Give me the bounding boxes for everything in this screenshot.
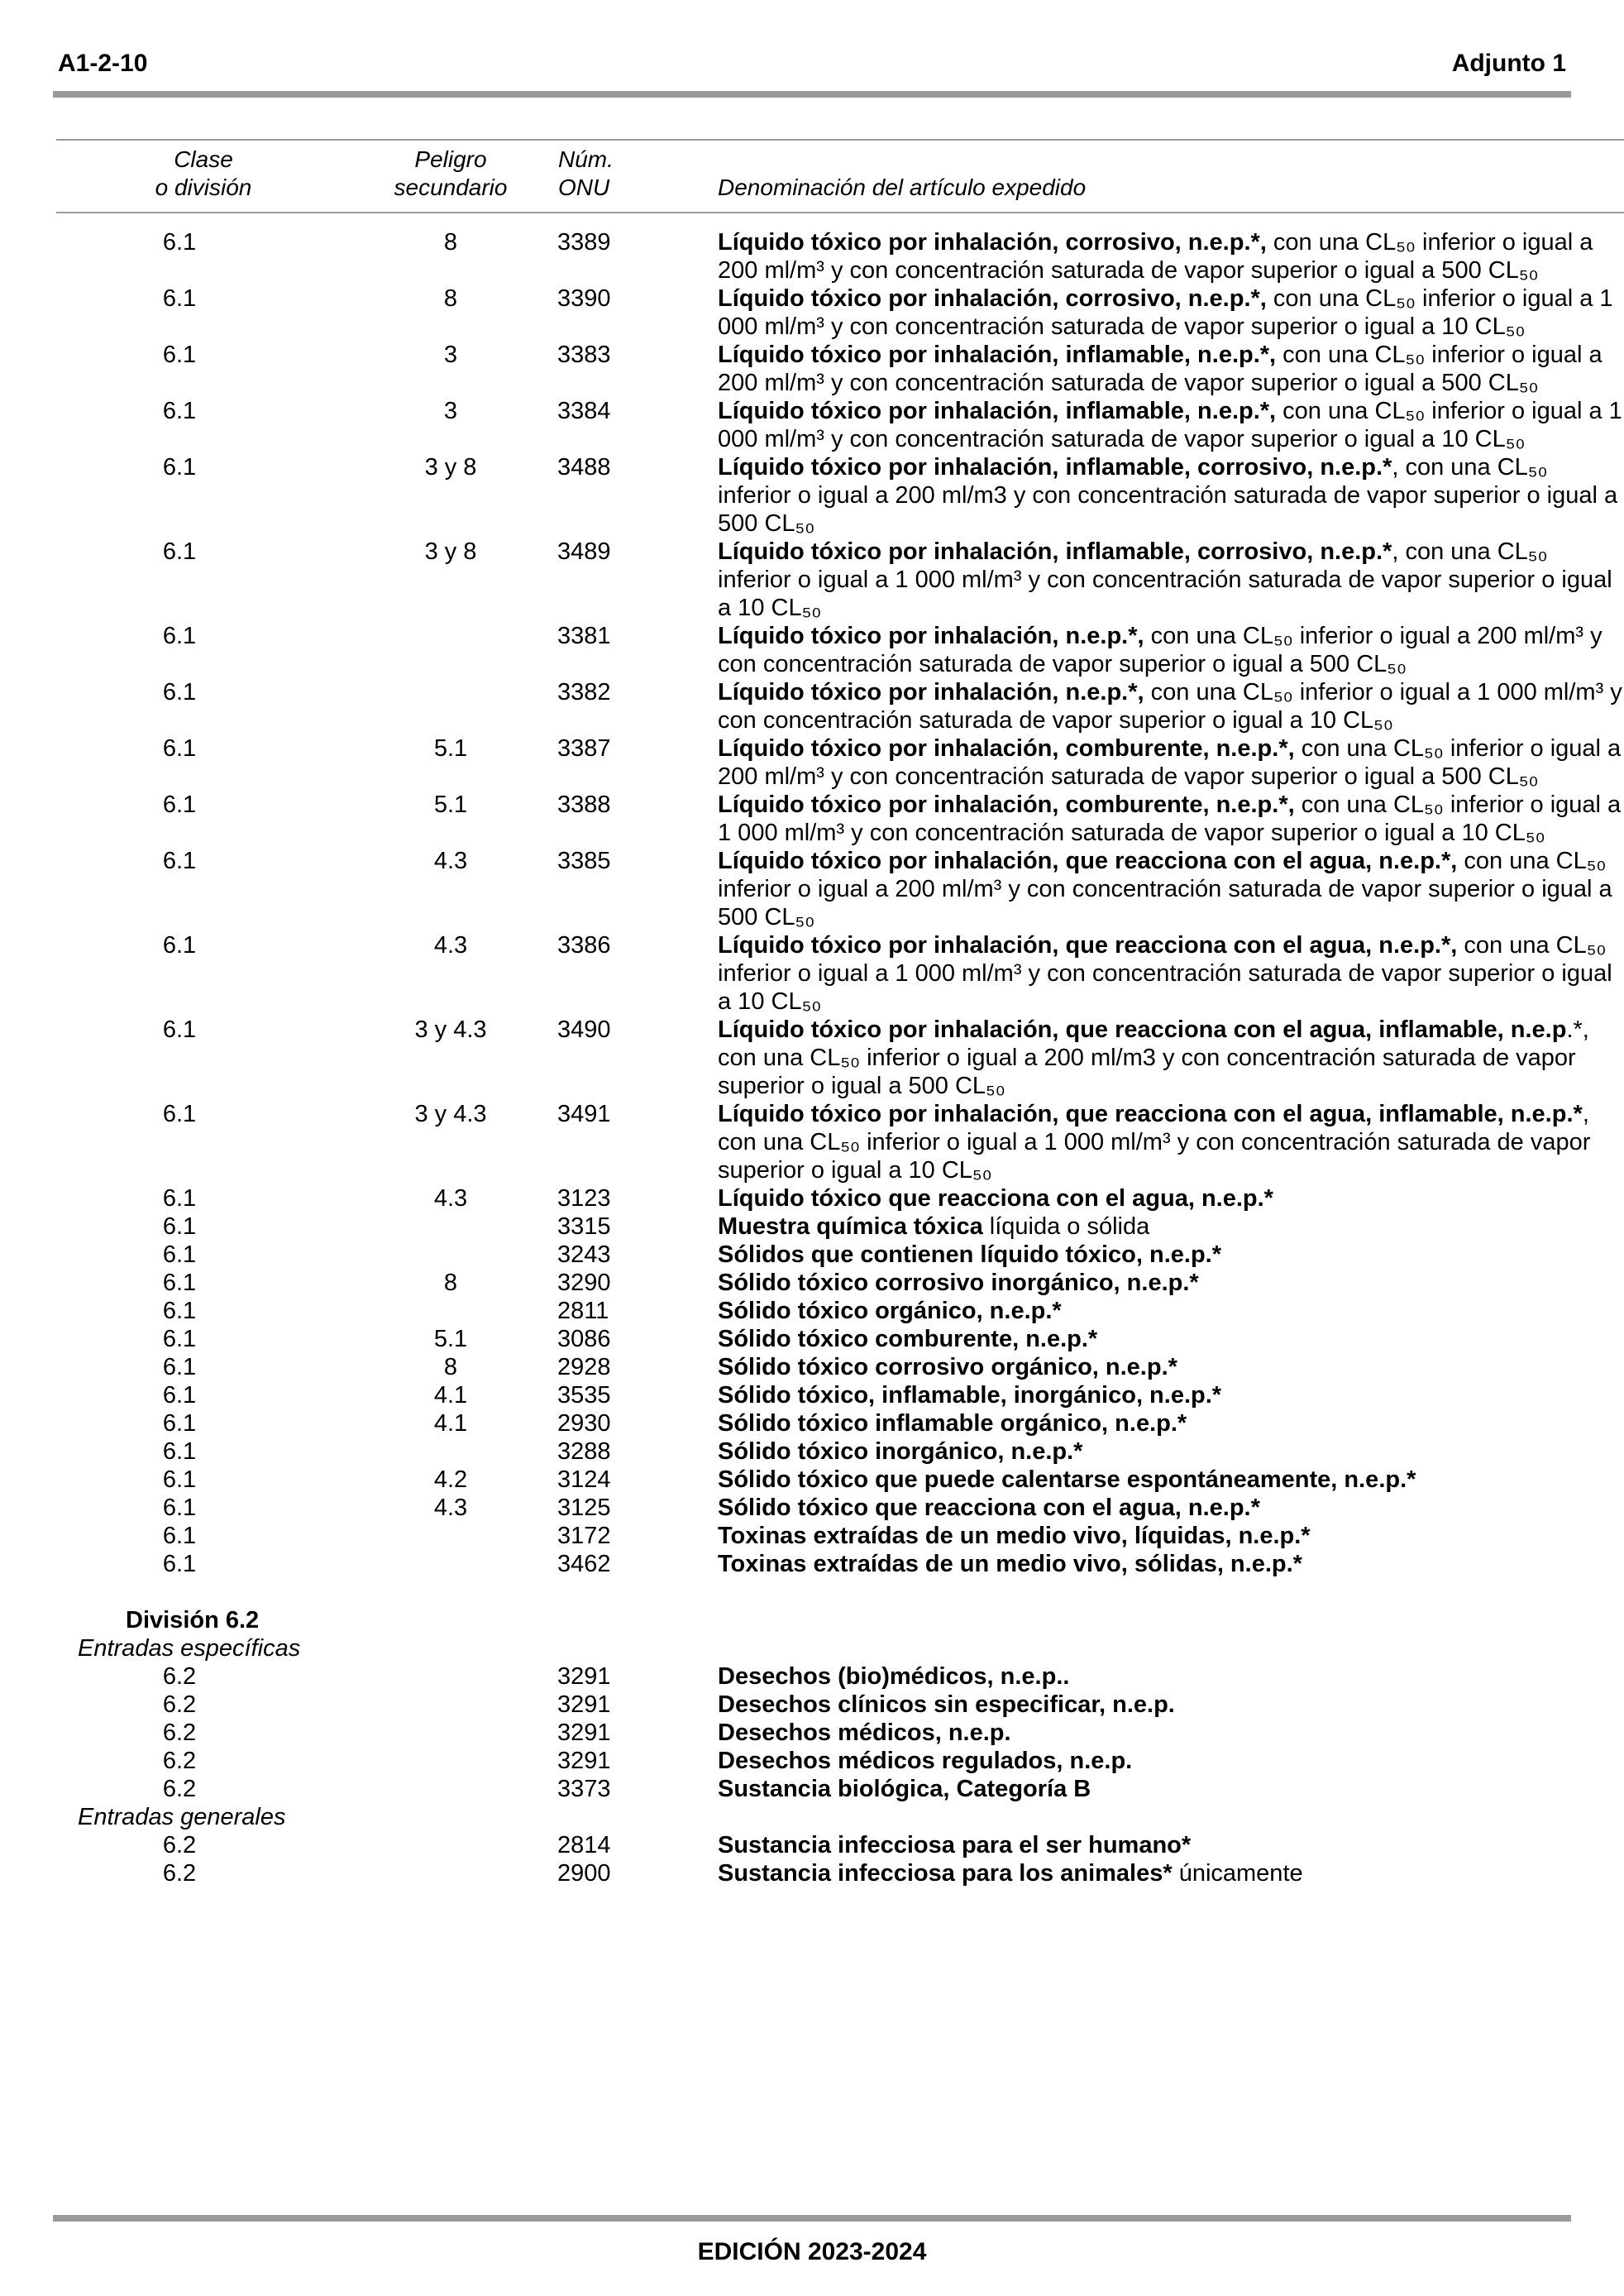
table-row [0, 1100, 1624, 1184]
cell-clase: 6.1 [162, 848, 197, 874]
cell-denominacion [718, 1016, 1624, 1100]
cell-clase: 6.1 [162, 1016, 197, 1043]
specific-entries-label: Entradas específicas [78, 1635, 301, 1662]
cell-denominacion [718, 1859, 1624, 1887]
shipping-name: Sólidos que contienen líquido tóxico, n.e.p.* [718, 1241, 1222, 1268]
shipping-name: Líquido tóxico por inhalación, corrosivo, n.e.p.*, [718, 285, 1267, 312]
column-header-num [558, 146, 614, 202]
cell-clase: 6.2 [162, 1860, 197, 1887]
shipping-name: Sólido tóxico inorgánico, n.e.p.* [718, 1438, 1083, 1465]
table-row [0, 341, 1624, 397]
attachment-label: Adjunto 1 [1451, 50, 1566, 77]
table-row [0, 734, 1624, 791]
shipping-description: con una CL₅₀ inferior o igual a 1 000 ml/m³ y con concentración saturada de vapor superior o igual a 10 CL₅₀ [718, 398, 1622, 452]
table-row [0, 847, 1624, 931]
shipping-name: Sustancia biológica, Categoría B [718, 1776, 1091, 1802]
cell-clase: 6.1 [162, 454, 197, 481]
cell-denominacion [718, 622, 1624, 678]
cell-denominacion [718, 1353, 1624, 1381]
cell-denominacion [718, 1466, 1624, 1494]
cell-peligro: 8 [443, 1270, 458, 1296]
cell-num-onu: 3381 [557, 623, 611, 649]
table-row [0, 1325, 1624, 1353]
shipping-description: con una CL₅₀ inferior o igual a 200 ml/m³ y con concentración saturada de vapor superior o igual a 500 CL₅₀ [718, 623, 1603, 677]
cell-clase: 6.2 [162, 1720, 197, 1746]
cell-denominacion [718, 1409, 1624, 1437]
column-header-peligro-line2: secundario [394, 175, 508, 200]
cell-num-onu: 2814 [557, 1832, 611, 1858]
shipping-description: con una CL₅₀ inferior o igual a 1 000 ml/m³ y con concentración saturada de vapor superior o igual a 10 CL₅₀ [718, 679, 1622, 734]
shipping-name: Sólido tóxico que puede calentarse espontáneamente, n.e.p.* [718, 1466, 1416, 1493]
shipping-name: Desechos médicos, n.e.p. [718, 1720, 1011, 1746]
table-row [0, 1494, 1624, 1522]
shipping-name: Líquido tóxico por inhalación, inflamable, n.e.p.*, [718, 342, 1277, 368]
cell-num-onu: 3086 [557, 1326, 611, 1352]
cell-denominacion [718, 1437, 1624, 1466]
cell-clase: 6.1 [162, 1438, 197, 1465]
cell-denominacion [718, 1747, 1624, 1775]
shipping-name: Líquido tóxico por inhalación, comburente, n.e.p.*, [718, 792, 1295, 818]
cell-peligro: 8 [443, 285, 458, 312]
cell-num-onu: 2928 [557, 1354, 611, 1380]
cell-denominacion [718, 847, 1624, 931]
cell-peligro: 3 y 4.3 [414, 1101, 487, 1127]
table-row [0, 791, 1624, 847]
cell-clase: 6.1 [162, 1270, 197, 1296]
cell-num-onu: 3388 [557, 792, 611, 818]
table-row [0, 1691, 1624, 1719]
cell-num-onu: 3124 [557, 1466, 611, 1493]
table-row [0, 1353, 1624, 1381]
footer-rule [53, 2215, 1571, 2222]
cell-peligro: 4.3 [433, 1185, 468, 1212]
table-row [0, 1241, 1624, 1269]
table-row [0, 538, 1624, 622]
cell-num-onu: 3490 [557, 1016, 611, 1043]
cell-clase: 6.1 [162, 1101, 197, 1127]
shipping-name: Sólido tóxico corrosivo orgánico, n.e.p.* [718, 1354, 1177, 1380]
cell-num-onu: 3315 [557, 1213, 611, 1240]
cell-num-onu: 3290 [557, 1270, 611, 1296]
cell-denominacion [718, 791, 1624, 847]
cell-num-onu: 3535 [557, 1382, 611, 1409]
shipping-name: Líquido tóxico por inhalación, n.e.p.*, [718, 623, 1144, 649]
cell-peligro: 3 [443, 398, 458, 424]
cell-num-onu: 3291 [557, 1720, 611, 1746]
cell-denominacion [718, 1213, 1624, 1241]
cell-denominacion [718, 1550, 1624, 1578]
cell-clase: 6.1 [162, 932, 197, 959]
cell-clase: 6.2 [162, 1776, 197, 1802]
table-row [0, 1775, 1624, 1803]
shipping-description: con una CL₅₀ inferior o igual a 200 ml/m³ y con concentración saturada de vapor superior o igual a 500 CL₅₀ [718, 735, 1622, 790]
shipping-name: Sólido tóxico, inflamable, inorgánico, n.e.p.* [718, 1382, 1222, 1409]
cell-peligro: 5.1 [433, 792, 468, 818]
cell-denominacion [718, 1522, 1624, 1550]
cell-clase: 6.1 [162, 735, 197, 762]
table-row [0, 1297, 1624, 1325]
cell-denominacion [718, 285, 1624, 341]
table-row [0, 1381, 1624, 1409]
cell-clase: 6.2 [162, 1748, 197, 1774]
cell-num-onu: 3291 [557, 1748, 611, 1774]
cell-denominacion [718, 397, 1624, 453]
cell-clase: 6.1 [162, 1185, 197, 1212]
shipping-name: Desechos clínicos sin especificar, n.e.p. [718, 1691, 1175, 1718]
cell-clase: 6.2 [162, 1691, 197, 1718]
edition-footer: EDICIÓN 2023-2024 [697, 2238, 927, 2265]
shipping-description: con una CL₅₀ inferior o igual a 200 ml/m³ y con concentración saturada de vapor superior o igual a 500 CL₅₀ [718, 342, 1603, 396]
cell-clase: 6.1 [162, 1298, 197, 1324]
cell-num-onu: 3387 [557, 735, 611, 762]
general-entries-label: Entradas generales [78, 1804, 286, 1830]
shipping-description: con una CL₅₀ inferior o igual a 200 ml/m³ y con concentración saturada de vapor superior o igual a 500 CL₅₀ [718, 229, 1593, 284]
shipping-name: Sólido tóxico comburente, n.e.p.* [718, 1326, 1098, 1352]
cell-clase: 6.2 [162, 1832, 197, 1858]
shipping-name: Sólido tóxico orgánico, n.e.p.* [718, 1298, 1062, 1324]
cell-num-onu: 3243 [557, 1241, 611, 1268]
cell-clase: 6.1 [162, 342, 197, 368]
table-row [0, 1437, 1624, 1466]
cell-clase: 6.1 [162, 623, 197, 649]
table-row [0, 1522, 1624, 1550]
shipping-description: únicamente [1172, 1860, 1303, 1887]
cell-num-onu: 3390 [557, 285, 611, 312]
cell-peligro: 3 y 8 [424, 454, 477, 481]
cell-denominacion [718, 1184, 1624, 1213]
table-row [0, 1409, 1624, 1437]
shipping-description: .*, con una CL₅₀ inferior o igual a 200 ml/m3 y con concentración saturada de vapor superior o igual a 500 CL₅₀ [718, 1016, 1589, 1099]
column-header-clase-line1: Clase [174, 146, 233, 172]
cell-peligro: 4.1 [433, 1410, 468, 1437]
cell-clase: 6.1 [162, 1523, 197, 1549]
cell-clase: 6.1 [162, 398, 197, 424]
shipping-description: , con una CL₅₀ inferior o igual a 1 000 ml/m³ y con concentración saturada de vapor superior o igual a 10 CL₅₀ [718, 538, 1612, 621]
column-header-denominacion-text: Denominación del artículo expedido [718, 175, 1087, 200]
table-row [0, 285, 1624, 341]
shipping-description: con una CL₅₀ inferior o igual a 1 000 ml/m³ y con concentración saturada de vapor superior o igual a 10 CL₅₀ [718, 792, 1622, 846]
cell-clase: 6.1 [162, 285, 197, 312]
shipping-name: Líquido tóxico por inhalación, comburente, n.e.p.*, [718, 735, 1295, 762]
cell-clase: 6.1 [162, 679, 197, 706]
shipping-name: Sólido tóxico que reacciona con el agua, n.e.p.* [718, 1495, 1260, 1521]
table-row [0, 1269, 1624, 1297]
shipping-name: Líquido tóxico por inhalación, inflamable, n.e.p.*, [718, 398, 1277, 424]
shipping-name: Toxinas extraídas de un medio vivo, líquidas, n.e.p.* [718, 1523, 1311, 1549]
cell-num-onu: 3123 [557, 1185, 611, 1212]
cell-denominacion [718, 1100, 1624, 1184]
table-row [0, 1466, 1624, 1494]
shipping-description: , con una CL₅₀ inferior o igual a 200 ml/m3 y con concentración saturada de vapor superior o igual a 500 CL₅₀ [718, 454, 1618, 537]
shipping-name: Toxinas extraídas de un medio vivo, sólidas, n.e.p.* [718, 1551, 1302, 1577]
cell-clase: 6.1 [162, 1495, 197, 1521]
cell-num-onu: 3291 [557, 1691, 611, 1718]
shipping-name: Muestra química tóxica [718, 1213, 983, 1240]
table-body [0, 228, 1624, 1887]
shipping-description: líquida o sólida [982, 1213, 1150, 1240]
cell-peligro: 8 [443, 1354, 458, 1380]
column-header-num-line1: Núm. [558, 146, 614, 172]
cell-peligro: 3 [443, 342, 458, 368]
table-row [0, 1831, 1624, 1859]
cell-denominacion [718, 538, 1624, 622]
cell-peligro: 4.2 [433, 1466, 468, 1493]
cell-num-onu: 2900 [557, 1860, 611, 1887]
cell-denominacion [718, 1719, 1624, 1747]
column-header-clase [121, 146, 286, 202]
table-row [0, 228, 1624, 285]
cell-denominacion [718, 1325, 1624, 1353]
column-header-peligro-line1: Peligro [414, 146, 487, 172]
cell-clase: 6.1 [162, 1551, 197, 1577]
shipping-name: Sólido tóxico corrosivo inorgánico, n.e.p.* [718, 1270, 1199, 1296]
cell-num-onu: 3462 [557, 1551, 611, 1577]
cell-num-onu: 3373 [557, 1776, 611, 1802]
cell-clase: 6.1 [162, 1382, 197, 1409]
shipping-name: Líquido tóxico por inhalación, que reacciona con el agua, inflamable, n.e.p [718, 1016, 1567, 1043]
cell-peligro: 3 y 4.3 [414, 1016, 487, 1043]
header-rule [53, 91, 1571, 98]
shipping-name: Desechos (bio)médicos, n.e.p.. [718, 1663, 1070, 1690]
column-header-num-line2: ONU [558, 175, 610, 200]
cell-clase: 6.1 [162, 229, 197, 256]
cell-denominacion [718, 1691, 1624, 1719]
cell-denominacion [718, 931, 1624, 1016]
cell-denominacion [718, 1494, 1624, 1522]
cell-denominacion [718, 453, 1624, 538]
table-header-rule [56, 212, 1624, 213]
cell-clase: 6.1 [162, 792, 197, 818]
cell-clase: 6.1 [162, 1466, 197, 1493]
division-title: División 6.2 [126, 1607, 260, 1634]
shipping-description: , con una CL₅₀ inferior o igual a 1 000 ml/m³ y con concentración saturada de vapor superior o igual a 10 CL₅₀ [718, 1101, 1591, 1184]
cell-denominacion [718, 734, 1624, 791]
column-header-clase-line2: o división [155, 175, 252, 200]
table-row [0, 1016, 1624, 1100]
cell-peligro: 3 y 8 [424, 538, 477, 565]
cell-denominacion [718, 228, 1624, 285]
cell-denominacion [718, 1831, 1624, 1859]
table-row [0, 622, 1624, 678]
cell-denominacion [718, 1297, 1624, 1325]
cell-denominacion [718, 341, 1624, 397]
cell-num-onu: 3386 [557, 932, 611, 959]
cell-denominacion [718, 1269, 1624, 1297]
cell-num-onu: 3382 [557, 679, 611, 706]
shipping-name: Líquido tóxico por inhalación, n.e.p.*, [718, 679, 1144, 706]
table-row [0, 1184, 1624, 1213]
cell-peligro: 5.1 [433, 735, 468, 762]
table-row [0, 1662, 1624, 1691]
table-row [0, 1550, 1624, 1578]
table-top-rule [56, 139, 1624, 141]
cell-clase: 6.1 [162, 538, 197, 565]
table-row [0, 1719, 1624, 1747]
cell-peligro: 5.1 [433, 1326, 468, 1352]
shipping-name: Desechos médicos regulados, n.e.p. [718, 1748, 1133, 1774]
cell-num-onu: 3491 [557, 1101, 611, 1127]
shipping-name: Sustancia infecciosa para el ser humano* [718, 1832, 1192, 1858]
cell-num-onu: 3384 [557, 398, 611, 424]
cell-num-onu: 2811 [557, 1298, 609, 1324]
shipping-name: Sustancia infecciosa para los animales* [718, 1860, 1173, 1887]
cell-denominacion [718, 1775, 1624, 1803]
cell-clase: 6.1 [162, 1410, 197, 1437]
shipping-description: con una CL₅₀ inferior o igual a 1 000 ml/m³ y con concentración saturada de vapor superior o igual a 10 CL₅₀ [718, 285, 1613, 340]
shipping-name: Líquido tóxico que reacciona con el agua, n.e.p.* [718, 1185, 1273, 1212]
cell-num-onu: 3389 [557, 229, 611, 256]
cell-clase: 6.2 [162, 1663, 197, 1690]
cell-peligro: 4.3 [433, 1495, 468, 1521]
cell-num-onu: 3288 [557, 1438, 611, 1465]
cell-peligro: 4.3 [433, 932, 468, 959]
cell-num-onu: 3125 [557, 1495, 611, 1521]
page-number: A1-2-10 [58, 50, 148, 77]
cell-num-onu: 3385 [557, 848, 611, 874]
cell-clase: 6.1 [162, 1326, 197, 1352]
cell-denominacion [718, 678, 1624, 734]
cell-peligro: 8 [443, 229, 458, 256]
column-header-peligro [368, 146, 533, 202]
cell-num-onu: 2930 [557, 1410, 611, 1437]
cell-clase: 6.1 [162, 1241, 197, 1268]
table-row [0, 1747, 1624, 1775]
cell-num-onu: 3488 [557, 454, 611, 481]
shipping-name: Líquido tóxico por inhalación, inflamable, corrosivo, n.e.p.* [718, 538, 1392, 565]
shipping-name: Líquido tóxico por inhalación, que reacciona con el agua, inflamable, n.e.p.* [718, 1101, 1583, 1127]
table-row [0, 678, 1624, 734]
shipping-name: Líquido tóxico por inhalación, inflamable, corrosivo, n.e.p.* [718, 454, 1392, 481]
shipping-name: Líquido tóxico por inhalación, corrosivo, n.e.p.*, [718, 229, 1267, 256]
shipping-name: Líquido tóxico por inhalación, que reacciona con el agua, n.e.p.*, [718, 848, 1458, 874]
cell-clase: 6.1 [162, 1354, 197, 1380]
spacer [0, 1578, 1624, 1606]
shipping-description: con una CL₅₀ inferior o igual a 200 ml/m³ y con concentración saturada de vapor superior o igual a 500 CL₅₀ [718, 848, 1612, 930]
cell-num-onu: 3489 [557, 538, 611, 565]
cell-peligro: 4.1 [433, 1382, 468, 1409]
cell-num-onu: 3291 [557, 1663, 611, 1690]
table-row [0, 397, 1624, 453]
table-row [0, 931, 1624, 1016]
cell-num-onu: 3383 [557, 342, 611, 368]
table-row [0, 1213, 1624, 1241]
column-header-denominacion [718, 146, 1086, 202]
cell-clase: 6.1 [162, 1213, 197, 1240]
cell-denominacion [718, 1662, 1624, 1691]
table-row [0, 453, 1624, 538]
cell-denominacion [718, 1381, 1624, 1409]
cell-num-onu: 3172 [557, 1523, 611, 1549]
cell-denominacion [718, 1241, 1624, 1269]
shipping-description: con una CL₅₀ inferior o igual a 1 000 ml/m³ y con concentración saturada de vapor superior o igual a 10 CL₅₀ [718, 932, 1612, 1015]
shipping-name: Sólido tóxico inflamable orgánico, n.e.p.* [718, 1410, 1187, 1437]
table-row [0, 1859, 1624, 1887]
cell-peligro: 4.3 [433, 848, 468, 874]
shipping-name: Líquido tóxico por inhalación, que reacciona con el agua, n.e.p.*, [718, 932, 1458, 959]
